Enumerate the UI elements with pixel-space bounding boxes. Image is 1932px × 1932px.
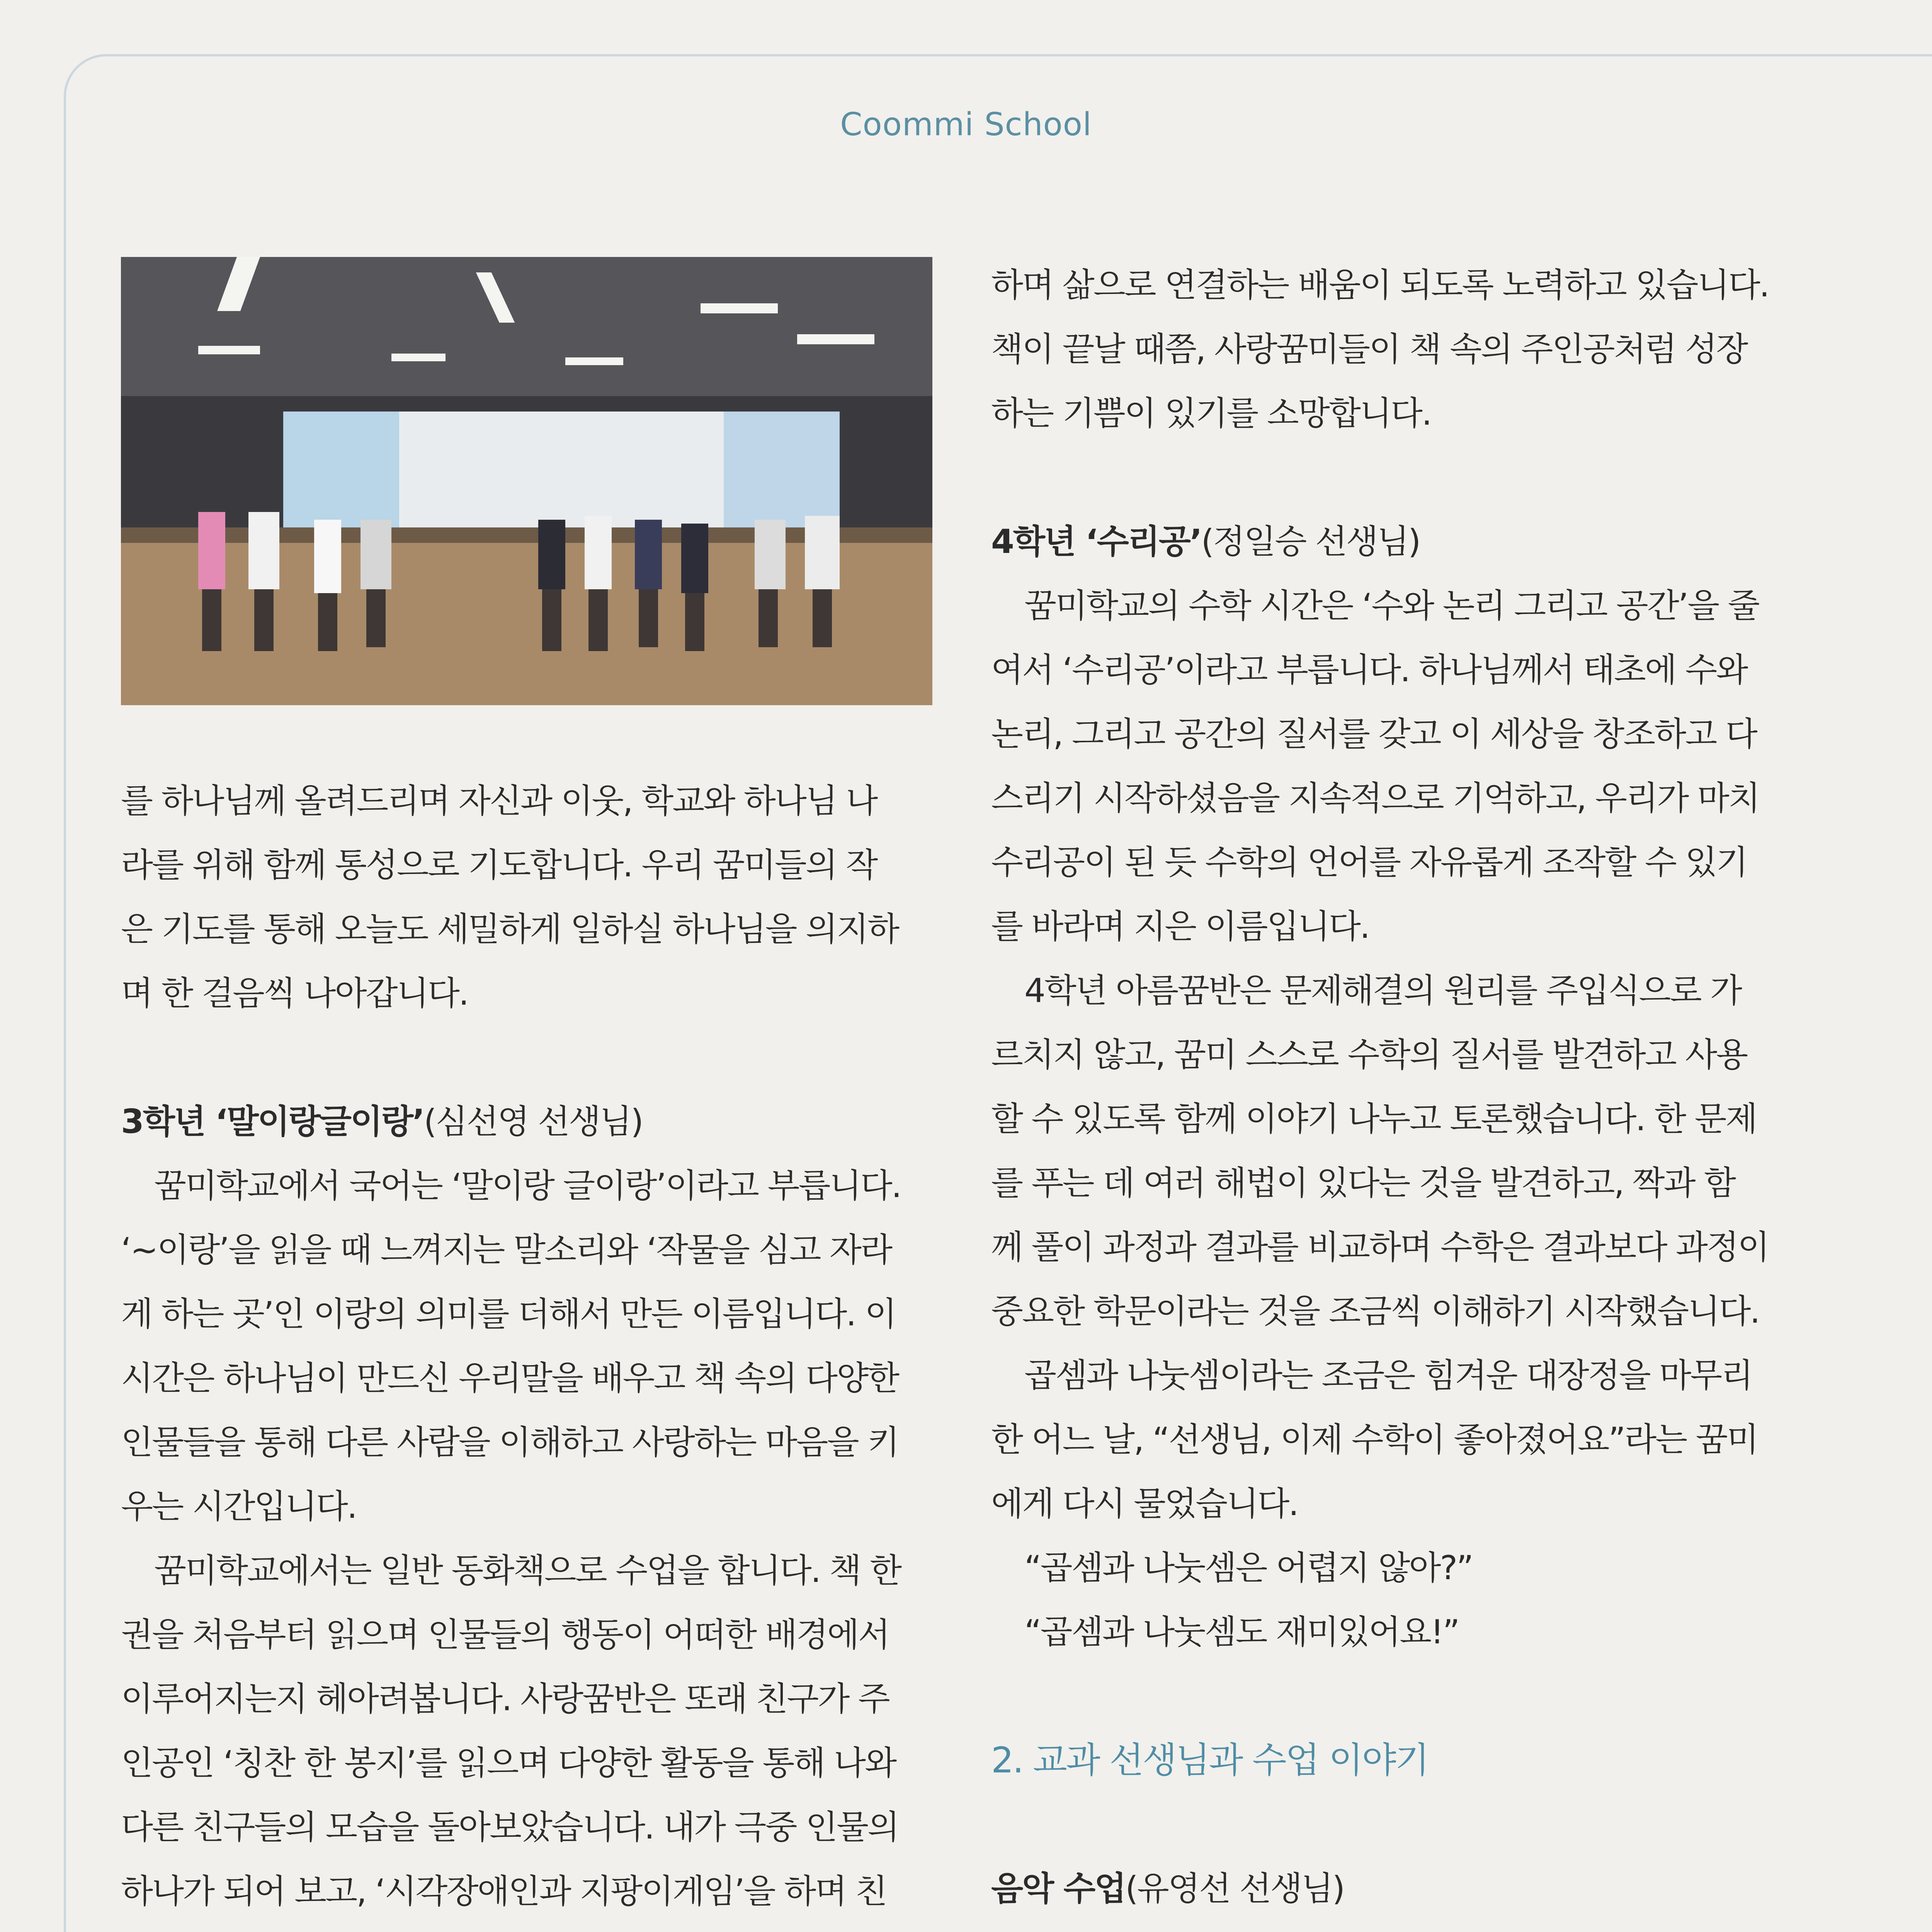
right-column	[991, 253, 1803, 1932]
text-line: 꿈미학교에서 국어는 ‘말이랑 글이랑’이라고 부릅니다.	[154, 1167, 901, 1205]
text-line: 꿈미학교에서는 일반 동화책으로 수업을 합니다. 책 한	[154, 1551, 901, 1590]
text-line: 다른 친구들의 모습을 돌아보았습니다. 내가 극중 인물의	[121, 1808, 899, 1847]
text-line: ‘~이랑’을 읽을 때 느껴지는 말소리와 ‘작물을 심고 자라	[121, 1231, 892, 1269]
text-line: 께 풀이 과정과 결과를 비교하며 수학은 결과보다 과정이	[991, 1228, 1769, 1267]
text-line	[121, 1923, 932, 1932]
quote: “곱셈과 나눗셈도 재미있어요!”	[1024, 1613, 1459, 1651]
text-line: 스리기 시작하셨음을 지속적으로 기억하고, 우리가 마치	[991, 779, 1759, 818]
text-line: 인공인 ‘칭찬 한 봉지’를 읽으며 다양한 활동을 통해 나와	[121, 1744, 896, 1782]
photo-students-in-hall	[121, 257, 932, 705]
text-line: 를 바라며 지은 이름입니다.	[991, 907, 1369, 946]
text-line: 책이 끝날 때쯤, 사랑꿈미들이 책 속의 주인공처럼 성장	[991, 330, 1747, 369]
text-line: 권을 처음부터 읽으며 인물들의 행동이 어떠한 배경에서	[121, 1616, 889, 1654]
section-title: 2. 교과 선생님과 수업 이야기	[991, 1740, 1429, 1781]
grade3-heading: 3학년 ‘말이랑글이랑’(심선영 선생님)	[121, 1102, 643, 1141]
text-line: 라를 위해 함께 통성으로 기도합니다. 우리 꿈미들의 작	[121, 846, 877, 884]
music-heading: 음악 수업(유영선 선생님)	[991, 1869, 1344, 1908]
text-line	[991, 1921, 1803, 1932]
text-line: 하며 삶으로 연결하는 배움이 되도록 노력하고 있습니다.	[991, 266, 1769, 304]
text-line: 4학년 아름꿈반은 문제해결의 원리를 주입식으로 가	[1024, 971, 1741, 1010]
text-line: 를 하나님께 올려드리며 자신과 이웃, 학교와 하나님 나	[121, 782, 877, 820]
left-column	[121, 769, 932, 1932]
text-line: 시간은 하나님이 만드신 우리말을 배우고 책 속의 다양한	[121, 1359, 899, 1398]
text-line: 하는 기쁨이 있기를 소망합니다.	[991, 394, 1431, 433]
text-line: 은 기도를 통해 오늘도 세밀하게 일하실 하나님을 의지하	[121, 910, 899, 949]
text-line: 에게 다시 물었습니다.	[991, 1485, 1298, 1523]
text-line: 중요한 학문이라는 것을 조금씩 이해하기 시작했습니다.	[991, 1292, 1759, 1331]
text-line: 인물들을 통해 다른 사람을 이해하고 사랑하는 마음을 키	[121, 1423, 899, 1462]
text-line: 꿈미학교의 수학 시간은 ‘수와 논리 그리고 공간’을 줄	[1024, 587, 1759, 625]
text-line: 논리, 그리고 공간의 질서를 갖고 이 세상을 창조하고 다	[991, 715, 1757, 753]
text-line: 며 한 걸음씩 나아갑니다.	[121, 974, 468, 1013]
text-line: 수리공이 된 듯 수학의 언어를 자유롭게 조작할 수 있기	[991, 843, 1747, 882]
text-line: 이루어지는지 헤아려봅니다. 사랑꿈반은 또래 친구가 주	[121, 1680, 889, 1718]
text-line: 하나가 되어 보고, ‘시각장애인과 지팡이게임’을 하며 친	[121, 1872, 886, 1911]
text-line: 곱셈과 나눗셈이라는 조금은 힘겨운 대장정을 마무리	[1024, 1356, 1752, 1395]
text-line: 할 수 있도록 함께 이야기 나누고 토론했습니다. 한 문제	[991, 1100, 1757, 1138]
running-header: Coommi School	[840, 106, 1092, 143]
quote: “곱셈과 나눗셈은 어렵지 않아?”	[1024, 1549, 1473, 1587]
grade4-heading: 4학년 ‘수리공’(정일승 선생님)	[991, 522, 1420, 561]
text-line: 를 푸는 데 여러 해법이 있다는 것을 발견하고, 짝과 함	[991, 1164, 1735, 1202]
text-line: 한 어느 날, “선생님, 이제 수학이 좋아졌어요”라는 꿈미	[991, 1420, 1758, 1459]
text-line: 여서 ‘수리공’이라고 부릅니다. 하나님께서 태초에 수와	[991, 651, 1747, 689]
text-line: 게 하는 곳’인 이랑의 의미를 더해서 만든 이름입니다. 이	[121, 1295, 896, 1333]
text-line: 르치지 않고, 꿈미 스스로 수학의 질서를 발견하고 사용	[991, 1036, 1747, 1074]
text-line: 우는 시간입니다.	[121, 1487, 357, 1526]
